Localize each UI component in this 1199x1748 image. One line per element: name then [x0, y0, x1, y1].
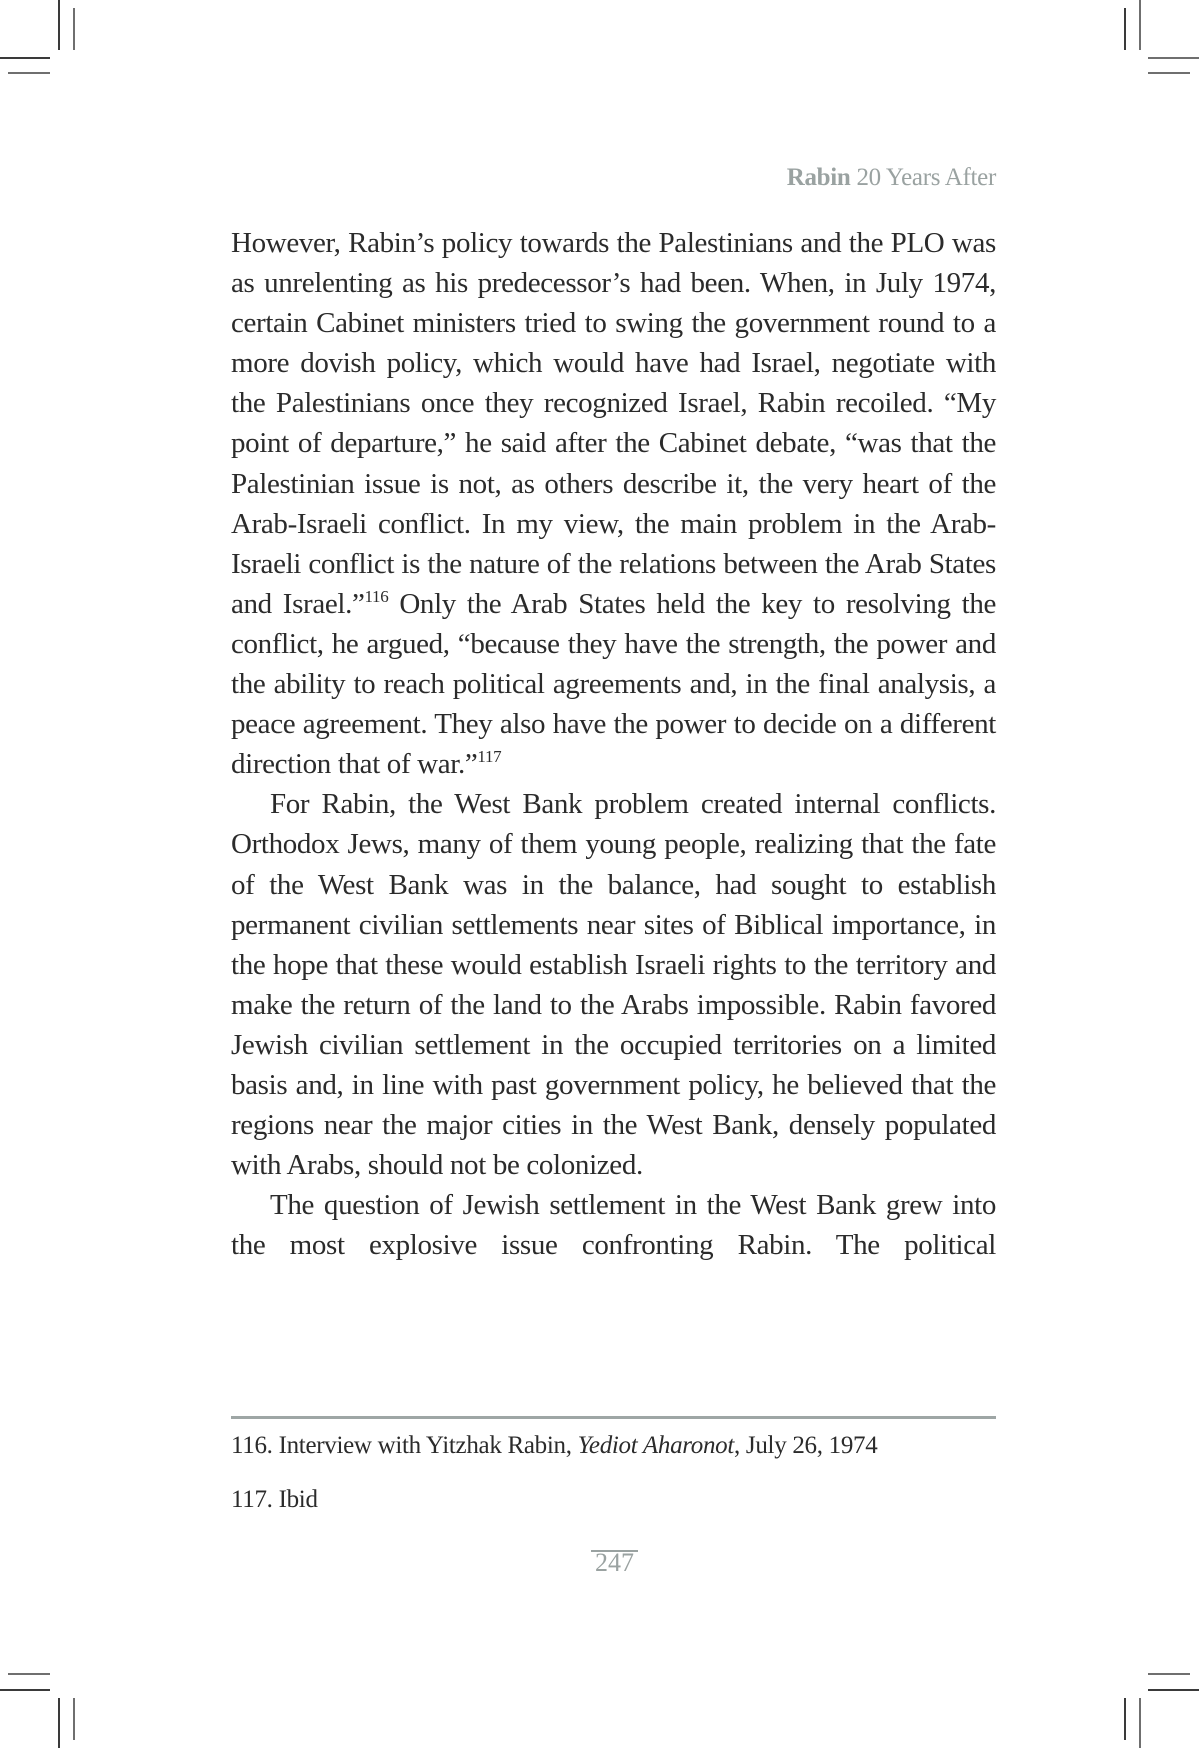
crop-mark-top-left-horizontal-inner [8, 72, 50, 74]
footnote-text: , July 26, 1974 [734, 1432, 878, 1459]
footnote-number: 117. [231, 1486, 273, 1513]
running-head-rest: 20 Years After [850, 164, 996, 191]
paragraph-text: However, Rabin’s policy towards the Palestinians and the PLO was as unrelenting as his predecessor’s had been. When, in July 1974, certain Cabinet ministers tried to swing the government round to a more dovish policy, which would have had Israel, negotiate with the Palestinians once they recognized Israel, Rabin recoiled. “My point of departure,” he said after the Cabinet debate, “was that the Palestinian issue is not, as others describe it, the very heart of the Arab-Israeli conflict. In my view, the main problem in the Arab-Israeli conflict is the nature of the relations between the Arab States and Israel.” [231, 227, 996, 620]
footnote-ref[interactable]: 117 [477, 747, 502, 767]
footnote-source-title: Yediot Aharonot [577, 1432, 735, 1459]
crop-mark-bottom-right-vertical-outer [1139, 1698, 1141, 1748]
paragraph [231, 223, 996, 784]
running-head [787, 164, 996, 192]
footnote-text: Ibid [272, 1486, 318, 1513]
paragraph [231, 1185, 996, 1265]
paragraph-text: Only the Arab States held the key to resolving the conflict, he argued, “because they have the strength, the power and the ability to reach political agreements and, in the final analysis, a peace agreement. They also have the power to decide on a different direction that of war.” [231, 587, 996, 781]
paragraph-text: The question of Jewish settlement in the West Bank grew into the most explosive issue confronting Rabin. The political [231, 1189, 996, 1262]
crop-mark-top-right-vertical-outer [1139, 0, 1141, 50]
footnote-text: Interview with Yitzhak Rabin, [272, 1432, 578, 1459]
crop-mark-top-right-horizontal-inner [1148, 72, 1190, 74]
crop-mark-top-left-horizontal-outer [0, 57, 50, 59]
paragraph [231, 784, 996, 1185]
crop-mark-bottom-right-horizontal-outer [1148, 1689, 1199, 1691]
crop-mark-top-left-vertical-outer [58, 0, 60, 50]
crop-mark-bottom-right-horizontal-inner [1148, 1673, 1190, 1675]
crop-mark-bottom-left-vertical-outer [58, 1698, 60, 1748]
body-text [231, 223, 996, 1265]
crop-mark-top-right-vertical-inner [1124, 8, 1126, 50]
crop-mark-top-left-vertical-inner [73, 8, 75, 50]
page-number: 247 [595, 1548, 634, 1577]
footnote [231, 1486, 1011, 1514]
crop-mark-bottom-left-horizontal-outer [0, 1689, 50, 1691]
running-head-bold: Rabin [786, 164, 851, 191]
crop-mark-top-right-horizontal-outer [1148, 57, 1199, 59]
paragraph-text: For Rabin, the West Bank problem created internal conflicts. Orthodox Jews, many of them young people, realizing that the fate of the West Bank was in the balance, had sought to establish permanent civilian settlements near sites of Biblical importance, in the hope that these would establish Israeli rights to the territory and make the return of the land to the Arabs impossible. Rabin favored Jewish civilian settlement in the occupied territories on a limited basis and, in line with past government policy, he believed that the regions near the major cities in the West Bank, densely populated with Arabs, should not be colonized. [231, 788, 996, 1182]
crop-mark-bottom-right-vertical-inner [1124, 1698, 1126, 1740]
footnote-ref[interactable]: 116 [364, 586, 389, 606]
footnote [231, 1432, 1011, 1460]
crop-mark-bottom-left-horizontal-inner [8, 1673, 50, 1675]
footnote-divider [231, 1416, 996, 1419]
crop-mark-bottom-left-vertical-inner [73, 1698, 75, 1740]
footnote-number: 116. [231, 1432, 273, 1459]
